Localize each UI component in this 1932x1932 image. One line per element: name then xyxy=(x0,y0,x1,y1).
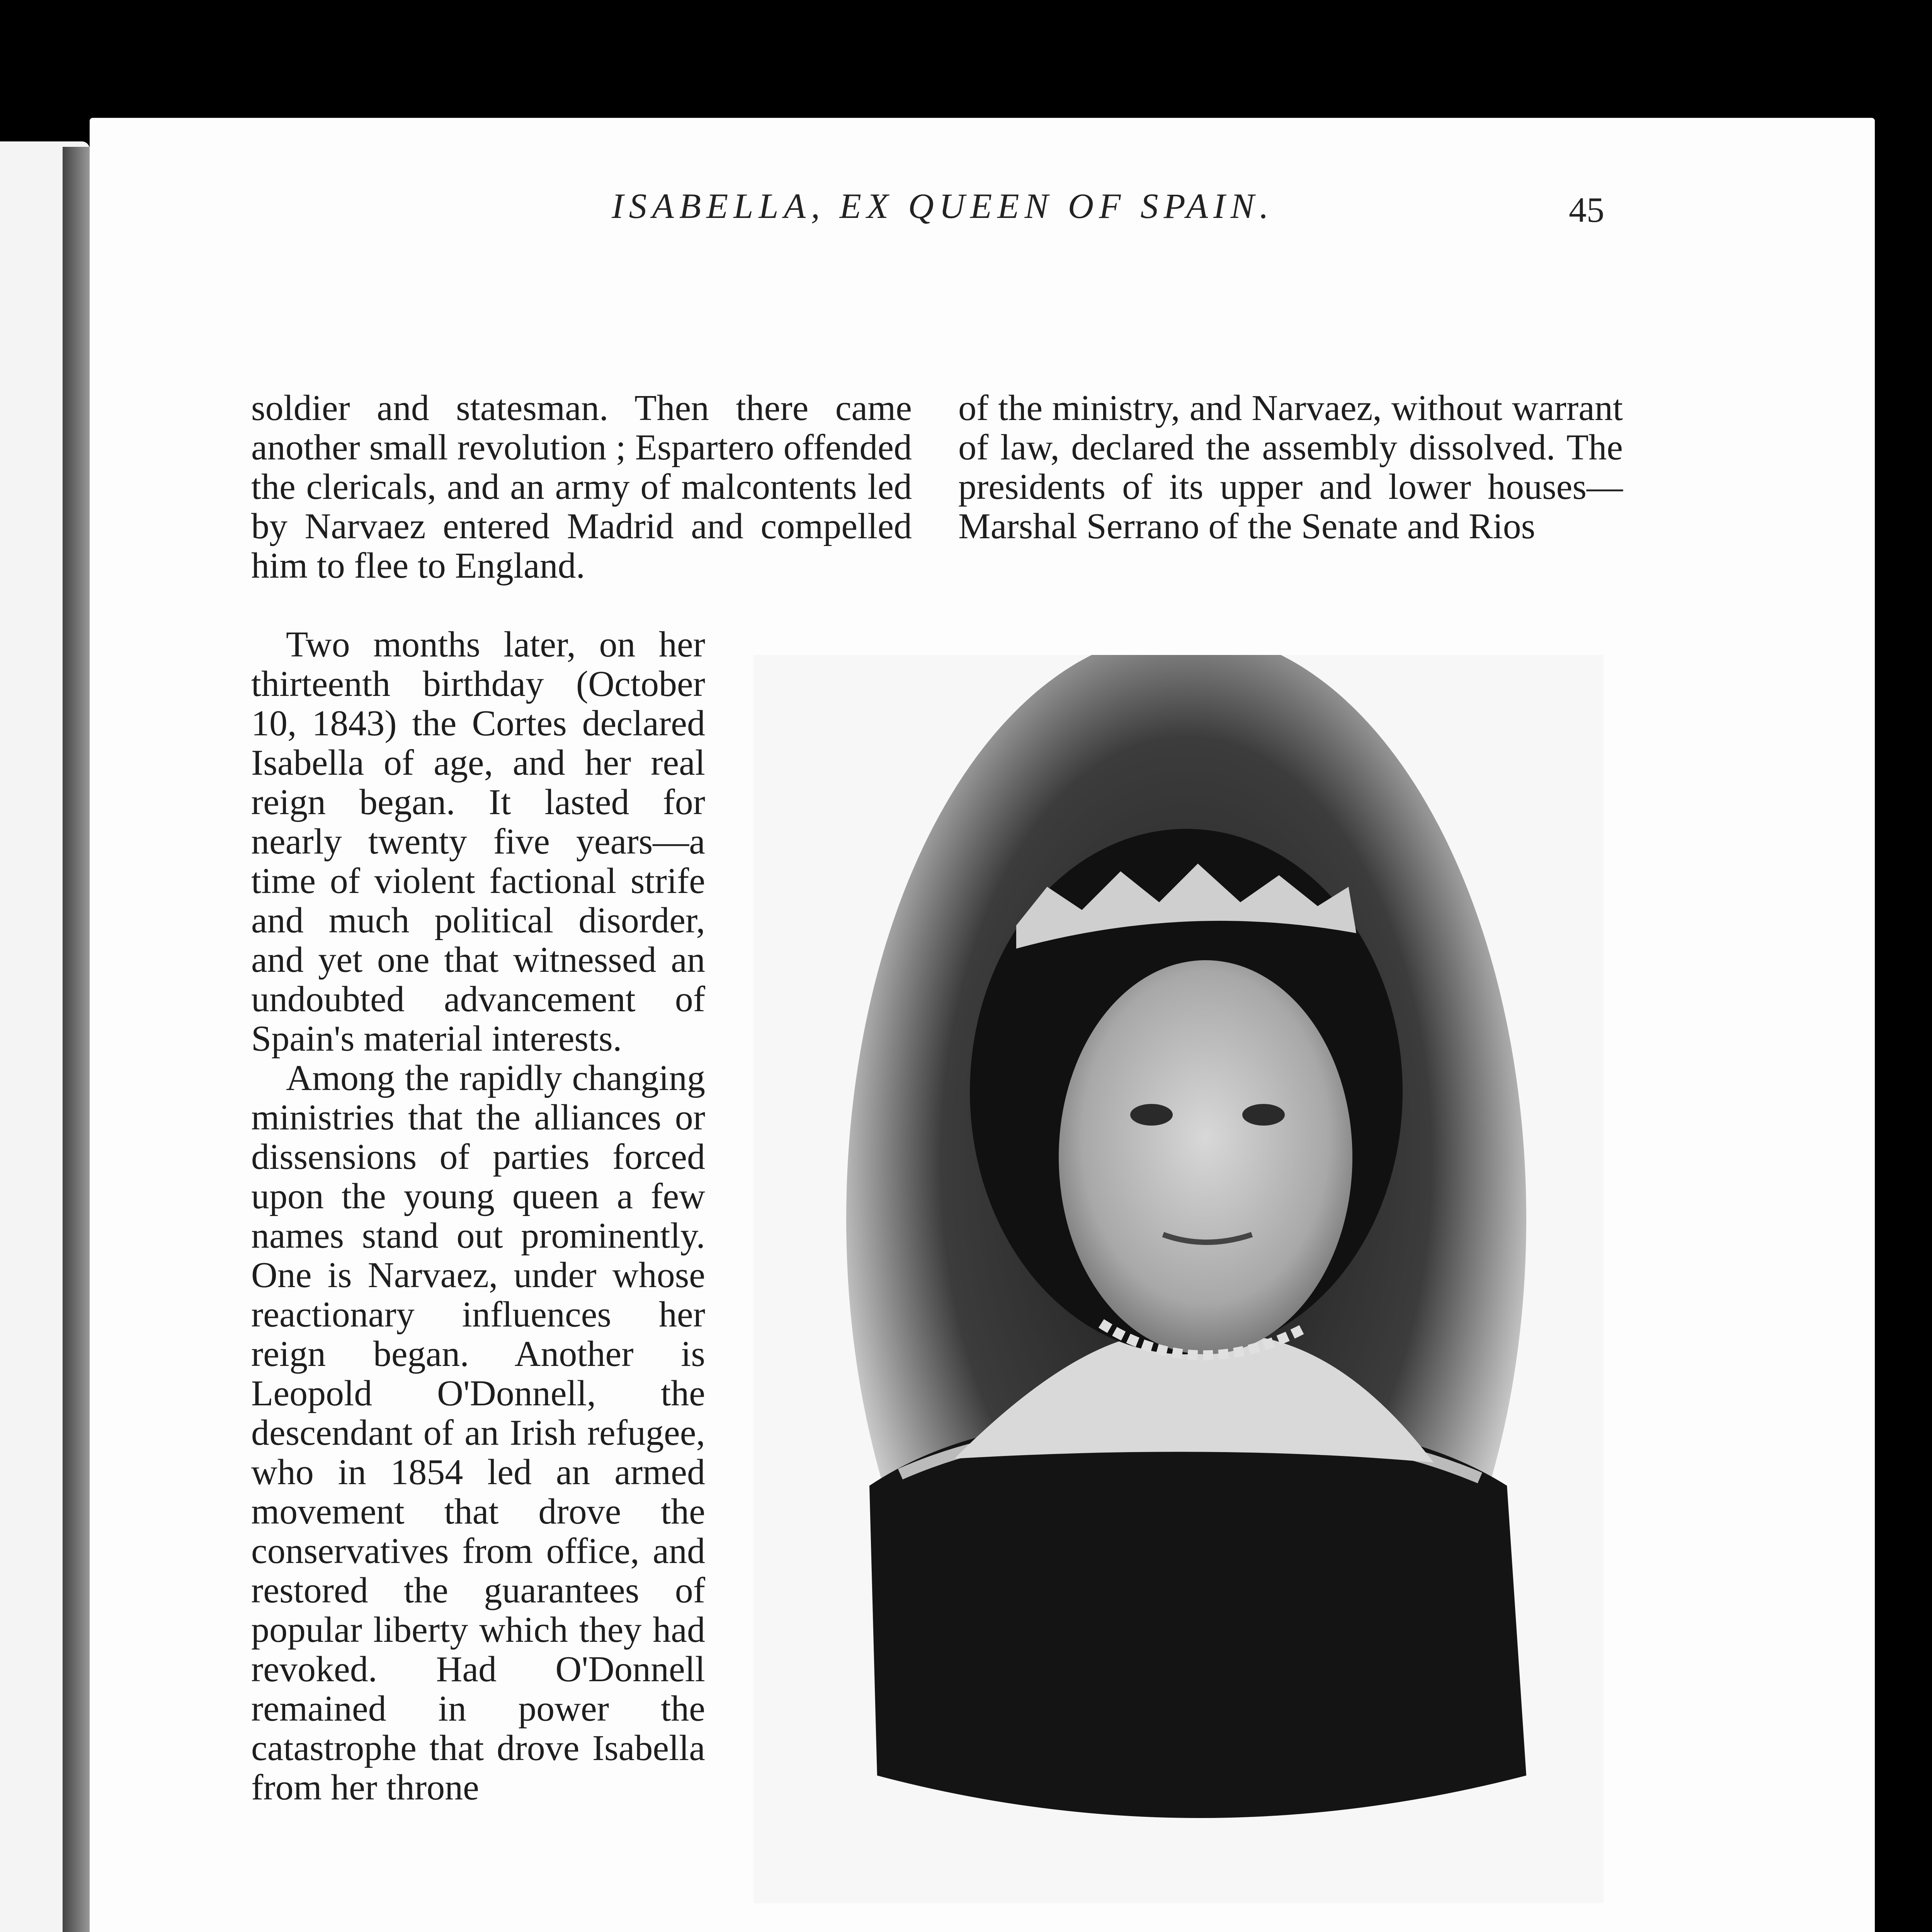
portrait-image xyxy=(753,655,1604,1903)
column-left-narrow xyxy=(251,625,705,1807)
portrait-illustration xyxy=(753,655,1604,1903)
paragraph: Two months later, on her thirteenth birthday (October 10, 1843) the Cortes declared Isabella of age, and her real reign began. It lasted for nearly twenty five years—a time of violent factional strife and much political disorder, and yet one that witnessed an undoubted advancement of Spain's material interests. xyxy=(251,624,705,1059)
running-title: ISABELLA, EX QUEEN OF SPAIN. xyxy=(612,186,1274,226)
paragraph: of the ministry, and Narvaez, without warrant of law, declared the assembly dissolved. The presidents of its upper and lower houses—Marshal Serrano of the Senate and Rios xyxy=(958,388,1623,546)
paragraph: soldier and statesman. Then there came another small revolution ; Espartero offended the clericals, and an army of malcontents led by Narvaez entered Madrid and compelled him to flee to England. xyxy=(251,388,912,586)
column-right-top xyxy=(958,388,1623,546)
paragraph: Among the rapidly changing ministries that the alliances or dissensions of parties forced upon the young queen a few names stand out prominently. One is Narvaez, under whose reactionary influences her reign began. Another is Leopold O'Donnell, the descendant of an Irish refugee, who in 1854 led an armed movement that drove the conservatives from office, and restored the guarantees of popular liberty which they had revoked. Had O'Donnell remained in power the catastrophe that drove Isabella from her throne xyxy=(251,1058,705,1808)
page-number: 45 xyxy=(1569,190,1604,230)
column-left-top xyxy=(251,388,912,585)
book-gutter xyxy=(63,147,90,1932)
